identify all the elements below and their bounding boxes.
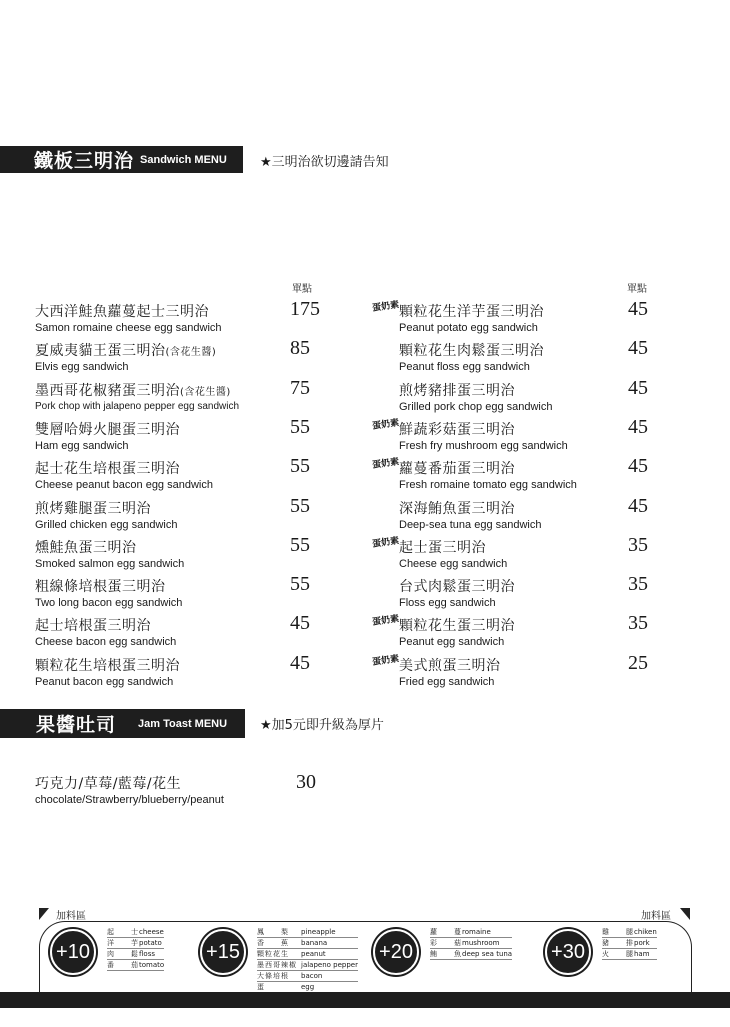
addon-item: 肉 鬆floss (107, 949, 164, 960)
menu-item-name-en: Cheese bacon egg sandwich (35, 636, 177, 649)
menu-item-name-zh: 顆粒花生培根蛋三明治 (35, 657, 180, 674)
menu-item-name-en: Peanut bacon egg sandwich (35, 675, 174, 688)
toast-price: 30 (296, 771, 316, 793)
toast-item (35, 773, 224, 806)
menu-item-name-en: Grilled chicken egg sandwich (35, 518, 178, 531)
menu-item-name-en: Cheese egg sandwich (399, 557, 508, 570)
menu-item-price: 55 (290, 494, 310, 517)
menu-item-name-en: Two long bacon egg sandwich (35, 597, 183, 610)
menu-item-name-en: Fresh fry mushroom egg sandwich (399, 439, 568, 452)
menu-item (35, 615, 176, 648)
menu-item-name-en: Deep-sea tuna egg sandwich (399, 518, 542, 531)
sandwich-note: ★三明治欲切邊請告知 (260, 155, 389, 170)
toast-title-en: Jam Toast MENU (138, 717, 228, 730)
menu-item-name-en: Fried egg sandwich (399, 675, 495, 688)
toast-item-zh: 巧克力/草莓/藍莓/花生 (35, 776, 182, 792)
addon-label-left: 加料區 (56, 911, 86, 922)
menu-item-price: 45 (628, 337, 648, 360)
addon-item-list (107, 927, 164, 971)
menu-item-name-zh: 煎烤雞腿蛋三明治 (35, 500, 151, 517)
addon-price-circle: +10 (50, 929, 96, 975)
addon-item: 蘿 蔓romaine (430, 927, 512, 938)
menu-item-price: 25 (628, 651, 648, 674)
bottom-bar (0, 992, 730, 1008)
addon-item-list (257, 927, 358, 993)
addon-item: 蛋 egg (257, 982, 358, 993)
addon-item: 番 茄tomato (107, 961, 165, 969)
addon-item: 彩 菇mushroom (430, 938, 512, 949)
vegetarian-badge: 蛋奶素 (371, 300, 400, 314)
menu-item-price: 45 (628, 455, 648, 478)
menu-item (399, 419, 568, 452)
menu-item (399, 498, 541, 531)
menu-item (399, 576, 515, 609)
menu-item-name-zh: 鮮蔬彩菇蛋三明治 (399, 421, 515, 438)
menu-item-name-zh: 燻鮭魚蛋三明治 (35, 539, 137, 556)
menu-item-name-zh: 蘿蔓番茄蛋三明治 (399, 461, 515, 478)
menu-item (399, 537, 507, 570)
menu-item-price: 55 (290, 573, 310, 596)
menu-item-price: 45 (290, 612, 310, 635)
menu-item (399, 301, 544, 334)
menu-item-name-zh: 夏威夷貓王蛋三明治(含花生醬) (35, 343, 217, 360)
vegetarian-badge: 蛋奶素 (371, 535, 400, 550)
menu-item (35, 301, 222, 334)
menu-item (35, 340, 216, 373)
menu-item-price: 85 (290, 337, 310, 360)
menu-item-name-en: Elvis egg sandwich (35, 361, 129, 374)
menu-item (399, 340, 544, 373)
menu-item (35, 458, 213, 491)
addon-right-corner-icon (680, 908, 690, 920)
menu-item-price: 55 (290, 455, 310, 478)
menu-item-price: 35 (628, 533, 648, 556)
vegetarian-badge: 蛋奶素 (371, 653, 400, 668)
menu-item-name-en: Grilled pork chop egg sandwich (399, 400, 553, 413)
menu-item-price: 45 (628, 415, 648, 438)
menu-item-price: 45 (628, 494, 648, 517)
menu-item-price: 35 (628, 573, 648, 596)
menu-item-price: 45 (628, 298, 648, 320)
menu-item-name-en: Peanut floss egg sandwich (399, 361, 530, 374)
menu-item-name-en: Peanut egg sandwich (399, 636, 505, 649)
menu-item-name-en: Smoked salmon egg sandwich (35, 557, 185, 570)
menu-item-name-zh: 煎烤豬排蛋三明治 (399, 382, 515, 399)
sandwich-menu-banner (0, 146, 243, 173)
menu-item (35, 537, 184, 570)
menu-item (399, 458, 577, 491)
addon-item: 香 蕉 banana (257, 938, 358, 949)
addon-item: 大條培根 bacon (257, 971, 358, 982)
menu-item-price: 45 (290, 651, 310, 674)
menu-item (399, 655, 501, 688)
addon-item: 鳳 梨 pineapple (257, 927, 358, 938)
vegetarian-badge: 蛋奶素 (371, 614, 400, 629)
addon-left-corner-icon (39, 908, 49, 920)
menu-item-name-zh: 起士培根蛋三明治 (35, 618, 151, 635)
sandwich-title-en: Sandwich MENU (140, 153, 227, 166)
menu-item-name-zh: 顆粒花生洋芋蛋三明治 (399, 304, 544, 320)
addon-item: 墨西哥辣椒 jalapeno pepper (257, 961, 358, 969)
vegetarian-badge: 蛋奶素 (371, 418, 400, 432)
menu-item (399, 380, 552, 413)
toast-menu-banner (0, 709, 245, 738)
menu-item (35, 498, 177, 531)
menu-item-name-zh: 粗線條培根蛋三明治 (35, 579, 166, 596)
menu-item-name-zh: 大西洋鮭魚蘿蔓起士三明治 (35, 304, 209, 320)
menu-item-name-zh: 美式煎蛋三明治 (399, 657, 501, 674)
menu-item-price: 45 (628, 376, 648, 399)
menu-item (35, 419, 180, 452)
menu-item-name-en: Samon romaine cheese egg sandwich (35, 322, 222, 334)
menu-item-name-en: Cheese peanut bacon egg sandwich (35, 479, 213, 492)
vegetarian-badge: 蛋奶素 (371, 457, 400, 472)
addon-price-circle: +15 (200, 929, 246, 975)
column-head-right: 單點 (627, 284, 647, 295)
menu-item-name-en: Fresh romaine tomato egg sandwich (399, 479, 577, 492)
addon-item: 鮪 魚deep sea tuna (430, 950, 513, 958)
menu-item-name-zh: 台式肉鬆蛋三明治 (399, 579, 515, 596)
menu-item-name-zh: 深海鮪魚蛋三明治 (399, 500, 515, 517)
addon-item: 洋 芋potato (107, 938, 164, 949)
menu-item (35, 576, 182, 609)
menu-item-price: 35 (628, 612, 648, 635)
menu-item (399, 615, 515, 648)
menu-item-price: 175 (290, 298, 320, 320)
menu-item-name-zh: 雙層哈姆火腿蛋三明治 (35, 421, 180, 438)
toast-item-en: chocolate/Strawberry/blueberry/peanut (35, 794, 224, 806)
menu-item-name-en: Ham egg sandwich (35, 439, 129, 452)
sandwich-title-zh: 鐵板三明治 (34, 150, 135, 172)
addon-price-circle: +30 (545, 929, 591, 975)
column-head-left: 單點 (292, 284, 312, 295)
addon-item: 起 士cheese (107, 928, 164, 936)
addon-label-right: 加料區 (641, 911, 671, 922)
toast-title-zh: 果醬吐司 (36, 714, 117, 736)
menu-item-price: 55 (290, 415, 310, 438)
addon-item: 雞 腿chiken (602, 928, 657, 936)
addon-item-list (430, 927, 512, 960)
menu-item-name-zh: 顆粒花生蛋三明治 (399, 618, 515, 635)
toast-note: ★加5元即升級為厚片 (260, 718, 384, 733)
menu-item-price: 75 (290, 376, 310, 399)
menu-item-name-zh: 起士花生培根蛋三明治 (35, 461, 180, 478)
addon-price-circle: +20 (373, 929, 419, 975)
addon-item: 顆粒花生 peanut (257, 949, 358, 960)
menu-item-name-en: Peanut potato egg sandwich (399, 322, 538, 334)
menu-item (35, 380, 239, 412)
menu-item-name-en: Floss egg sandwich (399, 597, 496, 610)
menu-item-name-zh: 墨西哥花椒豬蛋三明治(含花生醬) (35, 382, 231, 399)
addon-item-list (602, 927, 657, 960)
menu-item (35, 655, 180, 688)
menu-item-price: 55 (290, 533, 310, 556)
addon-item: 豬 排pork (602, 938, 657, 949)
addon-item: 火 腿ham (602, 949, 657, 960)
menu-item-name-zh: 顆粒花生肉鬆蛋三明治 (399, 343, 544, 360)
menu-item-name-zh: 起士蛋三明治 (399, 539, 486, 556)
menu-item-name-en: Pork chop with jalapeno pepper egg sandwich (35, 400, 240, 412)
